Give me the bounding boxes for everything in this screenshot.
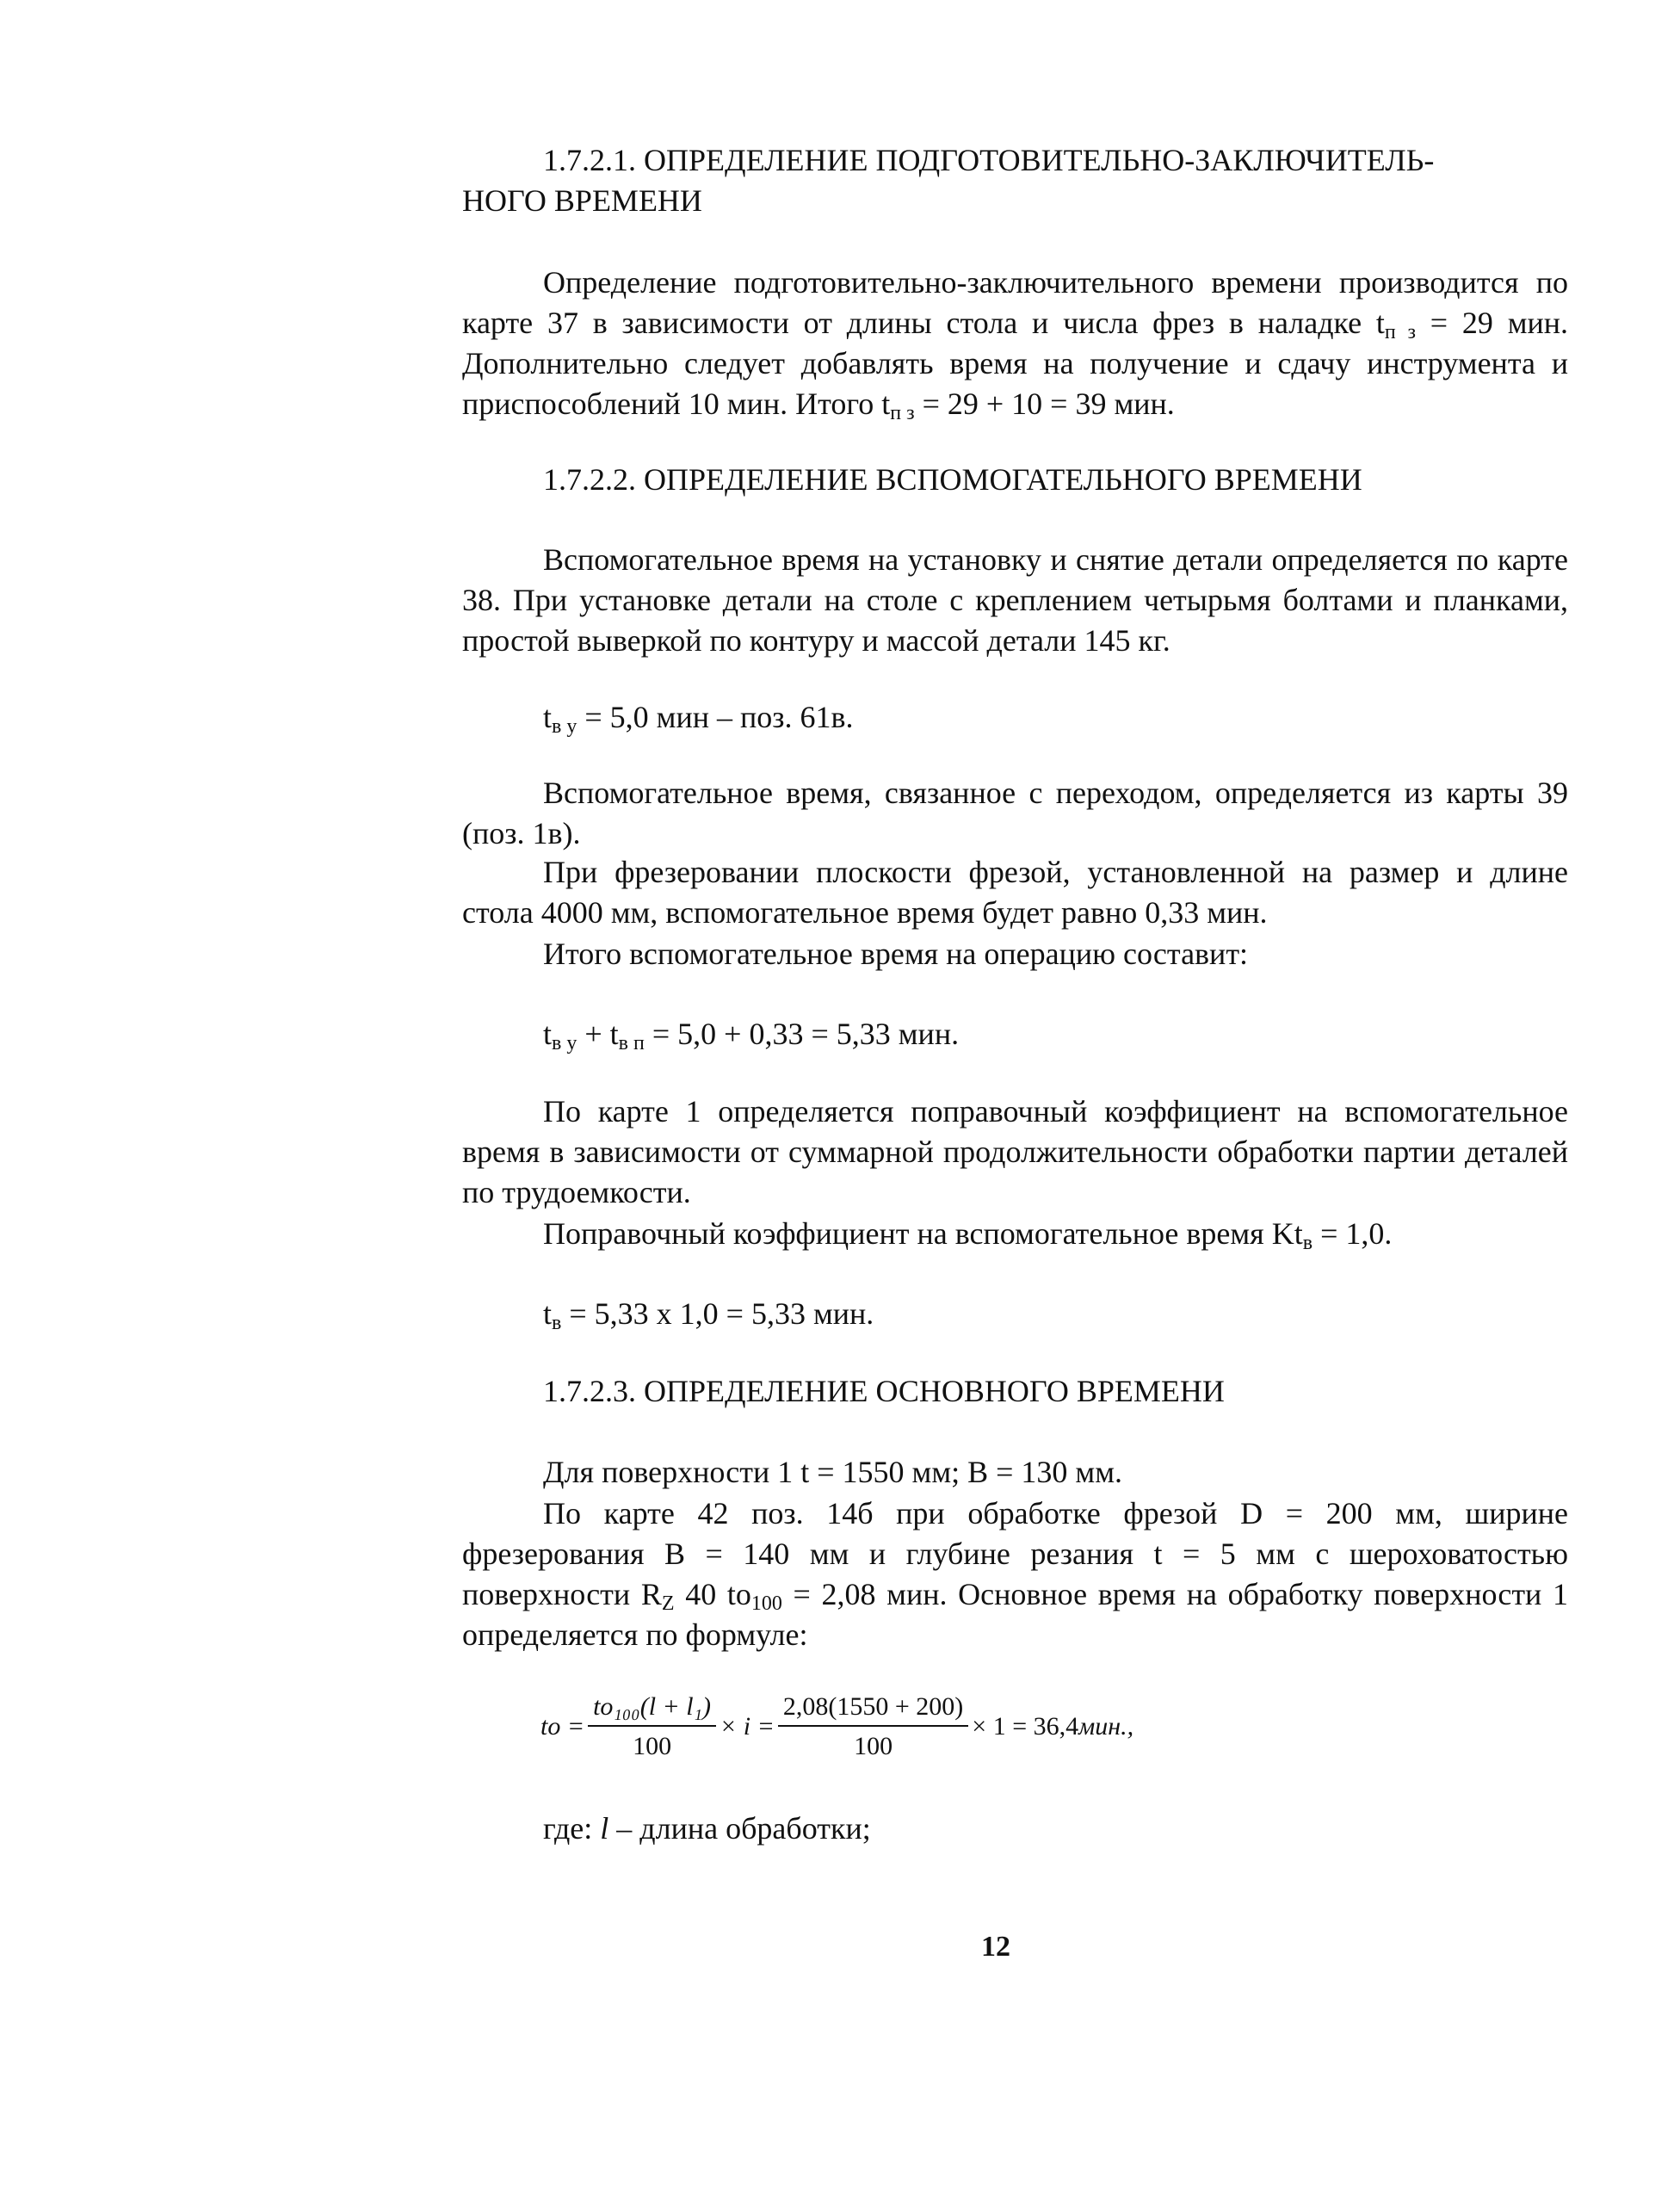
where-definition xyxy=(462,1809,1649,1849)
fraction-1-denominator: 100 xyxy=(633,1732,672,1760)
section2-paragraph-3: При фрезеровании плоскости фрезой, установленной на размер и длине стола 4000 мм, вспомогательное время будет равно 0,33 мин. xyxy=(462,855,1568,930)
where-symbol: l xyxy=(600,1811,609,1846)
fraction-2-numerator: 2,08(1550 + 200) xyxy=(778,1691,968,1727)
para1-text-b: = 29 мин. Дополнительно следует добавлять время на получение и сдачу инструмента и приспособлений 10 мин. Итого t xyxy=(462,306,1569,421)
formula-mid-1: × i = xyxy=(720,1712,775,1741)
para1-subscript-2: п з xyxy=(890,402,915,424)
formula2-plus: + t xyxy=(577,1017,619,1051)
fraction-2-denominator: 100 xyxy=(854,1732,893,1760)
section-heading-2: 1.7.2.2. ОПРЕДЕЛЕНИЕ ВСПОМОГАТЕЛЬНОГО ВРЕМЕНИ xyxy=(543,462,1362,497)
para6-sub: в xyxy=(1302,1232,1313,1254)
section2-paragraph-5: По карте 1 определяется поправочный коэффициент на вспомогательное время в зависимости от суммарной продолжительности обработки партии деталей по трудоемкости. xyxy=(462,1094,1568,1209)
fraction-1-numerator: to₁₀₀(l + l₁) xyxy=(588,1691,716,1727)
section2-paragraph-2: Вспомогательное время, связанное с переходом, определяется из карты 39 (поз. 1в). xyxy=(462,776,1568,850)
formula1-t: t xyxy=(543,700,553,734)
where-prefix: где: xyxy=(543,1811,601,1846)
formula3-t: t xyxy=(543,1296,553,1331)
formula3-rest: = 5,33 х 1,0 = 5,33 мин. xyxy=(561,1296,874,1331)
para2-sub-z: Z xyxy=(661,1592,675,1615)
para1-text-a: Определение подготовительно-заключительного времени производится по карте 37 в зависимости от длины стола и числа фрез в наладке t xyxy=(462,265,1568,340)
para2-text-a: По карте 42 поз. 14б при обработке фрезой D = 200 мм, ширине фрезерования В = 140 мм и глубине резания t = 5 мм с шероховатостью поверхности R xyxy=(462,1496,1568,1611)
section3-paragraph-1: Для поверхности 1 t = 1550 мм; В = 130 мм. xyxy=(543,1455,1122,1489)
heading-1-line2: НОГО ВРЕМЕНИ xyxy=(462,183,702,218)
formula-lhs: to = xyxy=(540,1712,585,1741)
para6-text-a: Поправочный коэффициент на вспомогательное время Kt xyxy=(543,1216,1303,1251)
formula2-t1: t xyxy=(543,1017,553,1051)
formula-total-aux xyxy=(462,1014,1649,1054)
para1-text-c: = 29 + 10 = 39 мин. xyxy=(914,386,1175,421)
para6-text-b: = 1,0. xyxy=(1312,1216,1393,1251)
formula2-rest: = 5,0 + 0,33 = 5,33 мин. xyxy=(644,1017,960,1051)
page-number: 12 xyxy=(981,1931,1010,1963)
formula2-sub2: в п xyxy=(618,1032,645,1054)
para2-text-c: = 2,08 мин. Основное время на обработку поверхности 1 определяется по формуле: xyxy=(462,1577,1568,1652)
para2-text-b: 40 to xyxy=(674,1577,751,1611)
formula3-sub: в xyxy=(552,1312,562,1334)
section1-paragraph xyxy=(462,263,1568,424)
section2-paragraph-1: Вспомогательное время на установку и снятие детали определяется по карте 38. При установке детали на столе с креплением четырьмя болтами и планками, простой выверкой по контуру и массой детали 145 кг. xyxy=(462,542,1568,658)
heading-1-line1: 1.7.2.1. ОПРЕДЕЛЕНИЕ ПОДГОТОВИТЕЛЬНО-ЗАКЛЮЧИТЕЛЬ- xyxy=(543,143,1435,177)
formula1-sub: в у xyxy=(552,715,578,738)
formula-tv xyxy=(462,1294,1649,1334)
section-heading-1 xyxy=(462,140,1568,221)
section2-paragraph-4: Итого вспомогательное время на операцию составит: xyxy=(543,937,1249,971)
section3-paragraph-2 xyxy=(462,1493,1568,1655)
section-heading-3: 1.7.2.3. ОПРЕДЕЛЕНИЕ ОСНОВНОГО ВРЕМЕНИ xyxy=(543,1374,1225,1408)
main-time-formula xyxy=(540,1691,1133,1763)
formula-fraction-2 xyxy=(778,1691,968,1763)
para2-sub-100: 100 xyxy=(750,1592,782,1615)
formula-fraction-1 xyxy=(588,1691,716,1763)
section2-paragraph-6 xyxy=(462,1214,1568,1254)
formula1-rest: = 5,0 мин – поз. 61в. xyxy=(577,700,854,734)
where-text: – длина обработки; xyxy=(608,1811,871,1846)
formula-unit: мин., xyxy=(1078,1712,1134,1741)
formula-mid-2: × 1 = 36,4 xyxy=(972,1712,1079,1741)
formula2-sub1: в у xyxy=(552,1032,578,1054)
formula-tvu xyxy=(462,697,1649,738)
para1-subscript-1: п з xyxy=(1384,321,1417,343)
